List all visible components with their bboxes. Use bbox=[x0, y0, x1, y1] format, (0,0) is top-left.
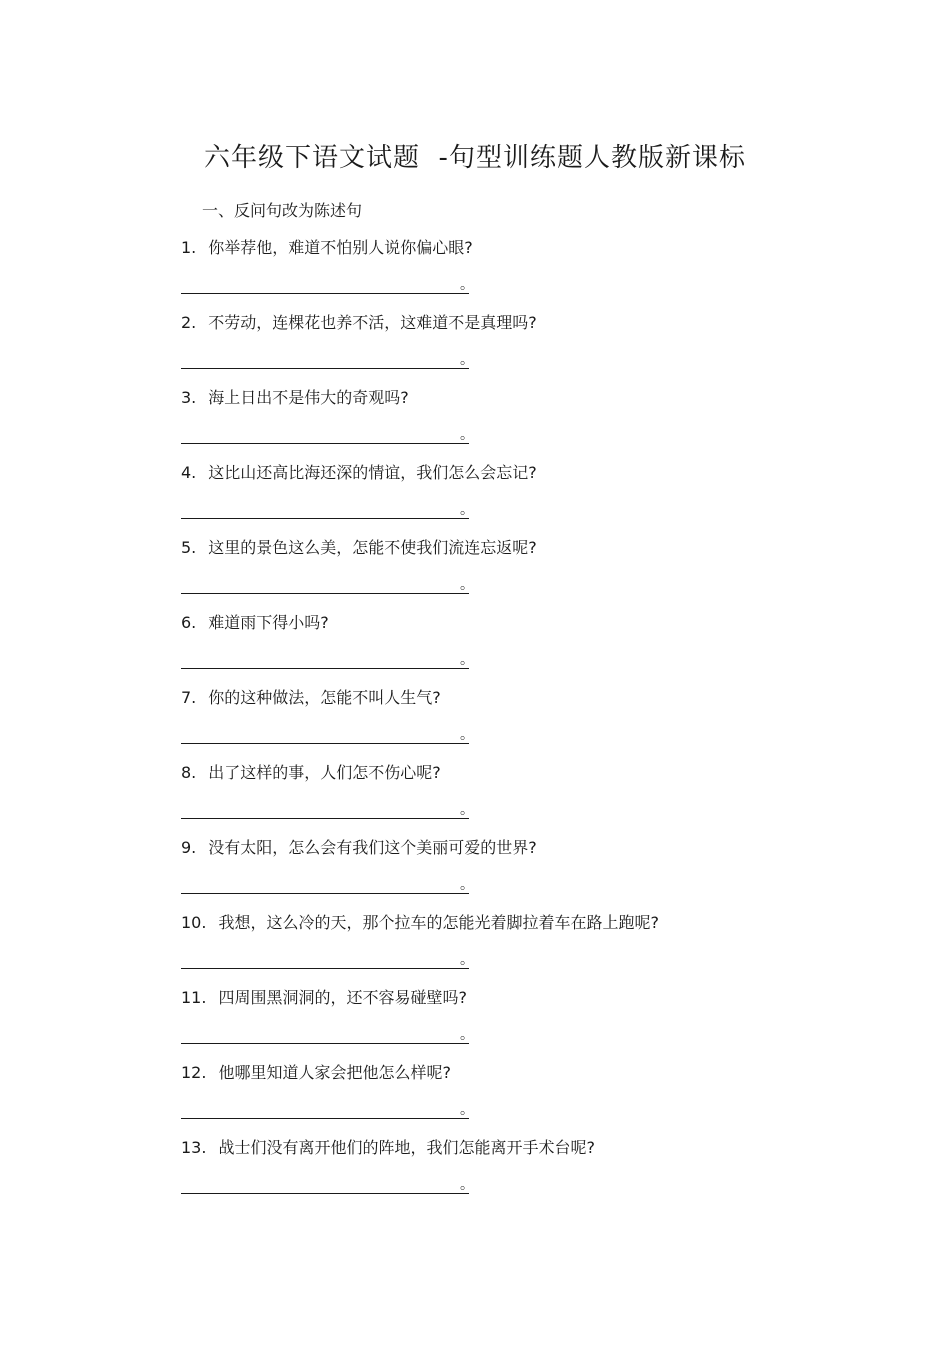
answer-blank[interactable] bbox=[181, 653, 481, 669]
question-number: 11. bbox=[181, 988, 207, 1007]
question-text: 四周围黑洞洞的，还不容易碰壁吗? bbox=[218, 988, 467, 1007]
question-item bbox=[181, 986, 881, 1061]
question-text: 不劳动，连棵花也养不活，这难道不是真理吗? bbox=[208, 313, 537, 332]
document-title: 六年级下语文试题 -句型训练题人教版新课标 bbox=[204, 143, 746, 173]
question-number: 6. bbox=[181, 613, 197, 632]
question-item bbox=[181, 761, 881, 836]
answer-end-mark: 。 bbox=[460, 1102, 474, 1118]
question-number: 7. bbox=[181, 688, 197, 707]
answer-underline bbox=[181, 518, 469, 519]
answer-underline bbox=[181, 893, 469, 894]
answer-blank[interactable] bbox=[181, 1178, 481, 1194]
question-number: 3. bbox=[181, 388, 197, 407]
question-number: 13. bbox=[181, 1138, 207, 1157]
answer-blank[interactable] bbox=[181, 953, 481, 969]
answer-blank[interactable] bbox=[181, 728, 481, 744]
question-text: 他哪里知道人家会把他怎么样呢? bbox=[218, 1063, 451, 1082]
question-line bbox=[181, 1136, 881, 1160]
question-number: 9. bbox=[181, 838, 197, 857]
question-line bbox=[181, 611, 881, 635]
question-text: 我想，这么冷的天，那个拉车的怎能光着脚拉着车在路上跑呢? bbox=[218, 913, 659, 932]
question-number: 5. bbox=[181, 538, 197, 557]
answer-end-mark: 。 bbox=[460, 277, 474, 293]
question-text: 这比山还高比海还深的情谊，我们怎么会忘记? bbox=[208, 463, 537, 482]
answer-underline bbox=[181, 968, 469, 969]
question-item bbox=[181, 536, 881, 611]
question-item bbox=[181, 611, 881, 686]
answer-end-mark: 。 bbox=[460, 1177, 474, 1193]
answer-underline bbox=[181, 593, 469, 594]
answer-end-mark: 。 bbox=[460, 352, 474, 368]
answer-end-mark: 。 bbox=[460, 652, 474, 668]
question-line bbox=[181, 536, 881, 560]
question-text: 难道雨下得小吗? bbox=[208, 613, 329, 632]
answer-underline bbox=[181, 818, 469, 819]
question-text: 这里的景色这么美，怎能不使我们流连忘返呢? bbox=[208, 538, 537, 557]
answer-underline bbox=[181, 1043, 469, 1044]
question-list bbox=[181, 236, 881, 1211]
answer-end-mark: 。 bbox=[460, 727, 474, 743]
answer-underline bbox=[181, 368, 469, 369]
question-number: 1. bbox=[181, 238, 197, 257]
answer-blank[interactable] bbox=[181, 278, 481, 294]
question-item bbox=[181, 686, 881, 761]
answer-underline bbox=[181, 1193, 469, 1194]
answer-end-mark: 。 bbox=[460, 502, 474, 518]
question-item bbox=[181, 1136, 881, 1211]
question-line bbox=[181, 836, 881, 860]
question-line bbox=[181, 1061, 881, 1085]
question-line bbox=[181, 311, 881, 335]
question-text: 没有太阳，怎么会有我们这个美丽可爱的世界? bbox=[208, 838, 537, 857]
question-text: 海上日出不是伟大的奇观吗? bbox=[208, 388, 409, 407]
question-text: 你的这种做法，怎能不叫人生气? bbox=[208, 688, 441, 707]
question-item bbox=[181, 836, 881, 911]
answer-blank[interactable] bbox=[181, 578, 481, 594]
answer-underline bbox=[181, 743, 469, 744]
question-number: 4. bbox=[181, 463, 197, 482]
answer-end-mark: 。 bbox=[460, 802, 474, 818]
section-heading: 一、反问句改为陈述句 bbox=[202, 201, 363, 220]
question-line bbox=[181, 386, 881, 410]
question-item bbox=[181, 311, 881, 386]
question-number: 12. bbox=[181, 1063, 207, 1082]
question-text: 战士们没有离开他们的阵地，我们怎能离开手术台呢? bbox=[218, 1138, 595, 1157]
question-text: 你举荐他，难道不怕别人说你偏心眼? bbox=[208, 238, 473, 257]
question-line bbox=[181, 761, 881, 785]
question-text: 出了这样的事，人们怎不伤心呢? bbox=[208, 763, 441, 782]
answer-end-mark: 。 bbox=[460, 577, 474, 593]
answer-blank[interactable] bbox=[181, 428, 481, 444]
answer-underline bbox=[181, 443, 469, 444]
answer-end-mark: 。 bbox=[460, 877, 474, 893]
answer-end-mark: 。 bbox=[460, 1027, 474, 1043]
answer-blank[interactable] bbox=[181, 503, 481, 519]
question-item bbox=[181, 461, 881, 536]
question-item bbox=[181, 386, 881, 461]
answer-blank[interactable] bbox=[181, 803, 481, 819]
question-number: 8. bbox=[181, 763, 197, 782]
answer-underline bbox=[181, 1118, 469, 1119]
question-line bbox=[181, 236, 881, 260]
question-number: 10. bbox=[181, 913, 207, 932]
question-item bbox=[181, 1061, 881, 1136]
question-line bbox=[181, 911, 881, 935]
question-line bbox=[181, 686, 881, 710]
question-number: 2. bbox=[181, 313, 197, 332]
answer-underline bbox=[181, 293, 469, 294]
answer-blank[interactable] bbox=[181, 1103, 481, 1119]
answer-end-mark: 。 bbox=[460, 427, 474, 443]
answer-blank[interactable] bbox=[181, 1028, 481, 1044]
answer-blank[interactable] bbox=[181, 353, 481, 369]
question-line bbox=[181, 461, 881, 485]
answer-underline bbox=[181, 668, 469, 669]
question-item bbox=[181, 911, 881, 986]
question-line bbox=[181, 986, 881, 1010]
answer-end-mark: 。 bbox=[460, 952, 474, 968]
question-item bbox=[181, 236, 881, 311]
answer-blank[interactable] bbox=[181, 878, 481, 894]
